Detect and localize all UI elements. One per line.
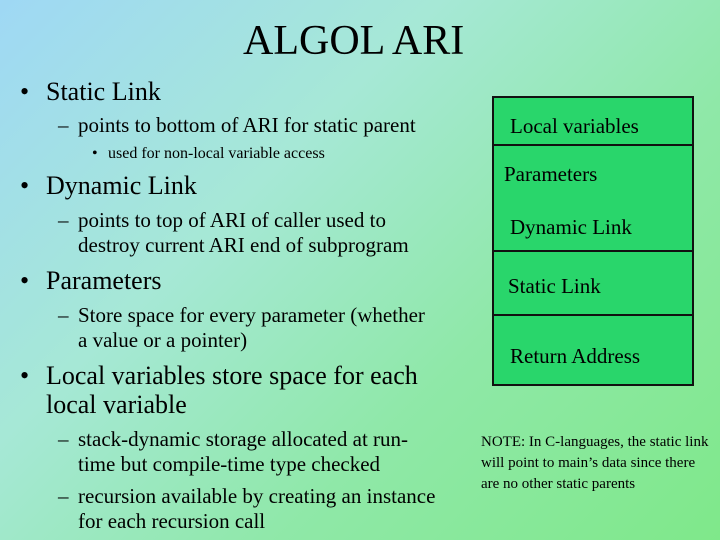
note-text: NOTE: In C-languages, the static link will point to main’s data since there are no other static parents [481,434,709,492]
bullet-dot-icon: • [20,77,30,106]
sub-bullet-text: for each recursion call [78,509,266,534]
subsub-bullet-text: used for non-local variable access [108,145,325,162]
dash-icon: – [58,427,69,451]
bullet-static-link [20,77,161,107]
ari-diagram [492,96,694,386]
sub-bullet-text: recursion available by creating an instance [78,484,436,508]
dash-icon: – [58,113,69,137]
bullet-dot-icon: • [20,266,30,295]
dash-icon: – [58,208,69,232]
sub-bullet-local-2 [58,484,436,534]
sub-bullet-static-link [58,113,416,138]
bullet-local-variables [20,361,418,419]
bullet-text: local variable [46,389,187,419]
sub-bullet-local-1 [58,427,409,477]
ari-divider [494,314,692,316]
sub-bullet-text: Store space for every parameter (whether [78,303,425,327]
ari-divider [494,250,692,252]
ari-cell-dynamic-link: Dynamic Link [510,215,632,239]
bullet-dot-icon: • [20,171,30,200]
bullet-text: Parameters [46,266,162,295]
subsub-bullet-static-link [92,144,325,163]
sub-bullet-text: points to top of ARI of caller used to [78,208,386,232]
ari-cell-local-variables: Local variables [510,114,639,138]
bullet-dot-icon: • [20,361,30,390]
bullet-text: Static Link [46,77,161,106]
ari-cell-return-address: Return Address [510,344,641,368]
sub-bullet-text: time but compile-time type checked [78,452,381,477]
sub-bullet-text: destroy current ARI end of subprogram [78,233,409,258]
sub-bullet-text: a value or a pointer) [78,328,248,353]
dash-icon: – [58,303,69,327]
bullet-parameters [20,266,162,296]
sub-bullet-dynamic-link [58,208,409,258]
bullet-text: Dynamic Link [46,171,197,200]
slide-title: ALGOL ARI [243,18,465,64]
dash-icon: – [58,484,69,508]
ari-cell-parameters: Parameters [504,162,598,186]
bullet-dynamic-link [20,171,197,201]
ari-divider [494,144,692,146]
sub-bullet-parameters [58,303,425,353]
ari-cell-static-link: Static Link [508,274,601,298]
sub-bullet-text: stack-dynamic storage allocated at run- [78,427,409,451]
bullet-text: Local variables store space for each [46,361,418,390]
sub-bullet-text: points to bottom of ARI for static parent [78,113,416,137]
bullet-dot-icon: • [92,145,98,162]
